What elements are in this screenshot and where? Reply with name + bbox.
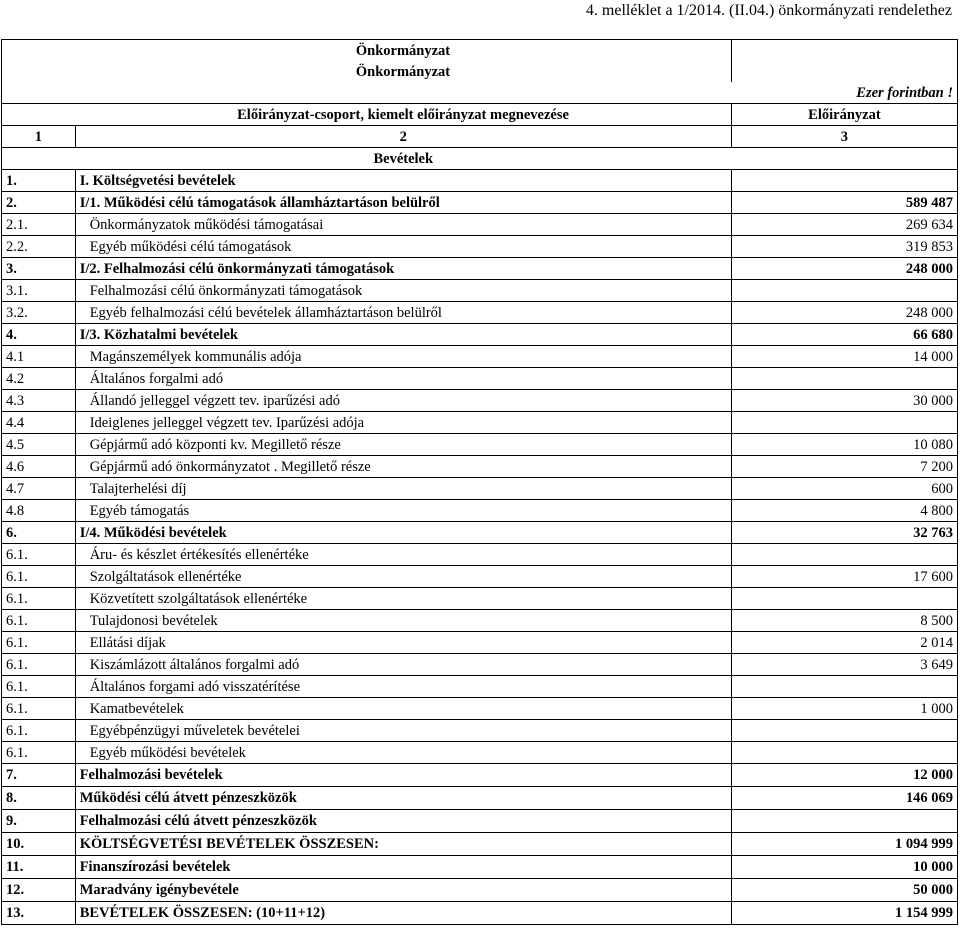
row-value — [731, 676, 957, 698]
row-code: 11. — [2, 856, 76, 879]
row-value: 4 800 — [731, 500, 957, 522]
table-row — [2, 902, 958, 925]
row-name: KÖLTSÉGVETÉSI BEVÉTELEK ÖSSZESEN: — [75, 833, 731, 856]
row-value: 10 000 — [731, 856, 957, 879]
row-name: Egyébpénzügyi műveletek bevételei — [75, 720, 731, 742]
row-value — [731, 544, 957, 566]
row-name: Egyéb működési bevételek — [75, 742, 731, 764]
row-code: 4.1 — [2, 346, 76, 368]
row-value: 1 154 999 — [731, 902, 957, 925]
row-name: Áru- és készlet értékesítés ellenértéke — [75, 544, 731, 566]
table-row — [2, 742, 958, 764]
row-name: Egyéb működési célú támogatások — [75, 236, 731, 258]
row-value — [731, 720, 957, 742]
row-value: 248 000 — [731, 302, 957, 324]
table-row — [2, 258, 958, 280]
row-value: 589 487 — [731, 192, 957, 214]
row-name: Maradvány igénybevétele — [75, 879, 731, 902]
annex-reference: 4. melléklet a 1/2014. (II.04.) önkormányzati rendelethez — [585, 2, 952, 19]
row-code: 3.2. — [2, 302, 76, 324]
row-value: 2 014 — [731, 632, 957, 654]
row-code: 4.7 — [2, 478, 76, 500]
table-row — [2, 610, 958, 632]
row-code: 1. — [2, 170, 76, 192]
row-name: Közvetített szolgáltatások ellenértéke — [75, 588, 731, 610]
table-row — [2, 654, 958, 676]
row-value: 248 000 — [731, 258, 957, 280]
table-row — [2, 566, 958, 588]
row-code: 6.1. — [2, 720, 76, 742]
budget-table — [1, 39, 958, 925]
row-code: 6.1. — [2, 588, 76, 610]
table-row — [2, 412, 958, 434]
row-code: 12. — [2, 879, 76, 902]
table-row — [2, 676, 958, 698]
table-row — [2, 720, 958, 742]
row-name: Gépjármű adó központi kv. Megillető része — [75, 434, 731, 456]
table-row — [2, 368, 958, 390]
row-value: 32 763 — [731, 522, 957, 544]
column-number-2: 2 — [75, 126, 731, 148]
row-code: 13. — [2, 902, 76, 925]
table-row — [2, 324, 958, 346]
row-name: Felhalmozási célú önkormányzati támogatások — [75, 280, 731, 302]
row-name: Felhalmozási célú átvett pénzeszközök — [75, 810, 731, 833]
row-code: 6.1. — [2, 676, 76, 698]
table-row — [2, 346, 958, 368]
table-row — [2, 588, 958, 610]
row-code: 6.1. — [2, 742, 76, 764]
row-name: Finanszírozási bevételek — [75, 856, 731, 879]
row-code: 7. — [2, 764, 76, 787]
row-code: 4. — [2, 324, 76, 346]
row-value — [731, 742, 957, 764]
row-code: 9. — [2, 810, 76, 833]
row-code: 4.4 — [2, 412, 76, 434]
row-name: Általános forgalmi adó — [75, 368, 731, 390]
row-value: 50 000 — [731, 879, 957, 902]
table-row — [2, 856, 958, 879]
table-row — [2, 879, 958, 902]
table-row — [2, 170, 958, 192]
row-code: 2.1. — [2, 214, 76, 236]
row-name: Talajterhelési díj — [75, 478, 731, 500]
table-row — [2, 810, 958, 833]
row-name: Magánszemélyek kommunális adója — [75, 346, 731, 368]
table-row — [2, 500, 958, 522]
table-row — [2, 522, 958, 544]
row-value: 30 000 — [731, 390, 957, 412]
column-header-name: Előirányzat-csoport, kiemelt előirányzat megnevezése — [75, 104, 731, 126]
row-value — [731, 588, 957, 610]
table-row — [2, 434, 958, 456]
row-value — [731, 810, 957, 833]
row-code: 8. — [2, 787, 76, 810]
row-value: 12 000 — [731, 764, 957, 787]
row-value: 146 069 — [731, 787, 957, 810]
title-line-2: Önkormányzat — [355, 63, 451, 80]
row-value: 17 600 — [731, 566, 957, 588]
table-row — [2, 698, 958, 720]
row-value: 600 — [731, 478, 957, 500]
row-value: 8 500 — [731, 610, 957, 632]
table-row — [2, 456, 958, 478]
row-value: 7 200 — [731, 456, 957, 478]
row-name: I/4. Működési bevételek — [75, 522, 731, 544]
row-name: Egyéb felhalmozási célú bevételek államháztartáson belülről — [75, 302, 731, 324]
row-value — [731, 170, 957, 192]
row-code: 6.1. — [2, 566, 76, 588]
row-name: Általános forgami adó visszatérítése — [75, 676, 731, 698]
row-name: I. Költségvetési bevételek — [75, 170, 731, 192]
table-row — [2, 280, 958, 302]
row-name: Ideiglenes jelleggel végzett tev. Iparűzési adója — [75, 412, 731, 434]
row-name: BEVÉTELEK ÖSSZESEN: (10+11+12) — [75, 902, 731, 925]
table-row — [2, 787, 958, 810]
row-name: Kamatbevételek — [75, 698, 731, 720]
row-name: Felhalmozási bevételek — [75, 764, 731, 787]
unit-label: Ezer forintban ! — [731, 82, 957, 104]
row-code: 6.1. — [2, 654, 76, 676]
row-value: 3 649 — [731, 654, 957, 676]
row-name: Önkormányzatok működési támogatásai — [75, 214, 731, 236]
table-row — [2, 764, 958, 787]
row-code: 4.3 — [2, 390, 76, 412]
table-row — [2, 390, 958, 412]
table-row — [2, 192, 958, 214]
row-value: 10 080 — [731, 434, 957, 456]
row-value: 14 000 — [731, 346, 957, 368]
row-value — [731, 368, 957, 390]
row-code: 4.6 — [2, 456, 76, 478]
row-value: 269 634 — [731, 214, 957, 236]
row-name: I/1. Működési célú támogatások államháztartáson belülről — [75, 192, 731, 214]
row-name: Állandó jelleggel végzett tev. iparűzési adó — [75, 390, 731, 412]
table-row — [2, 478, 958, 500]
table-row — [2, 236, 958, 258]
row-code: 2.2. — [2, 236, 76, 258]
row-code: 6.1. — [2, 698, 76, 720]
row-code: 10. — [2, 833, 76, 856]
row-name: I/2. Felhalmozási célú önkormányzati támogatások — [75, 258, 731, 280]
row-name: Gépjármű adó önkormányzatot . Megillető része — [75, 456, 731, 478]
table-row — [2, 632, 958, 654]
column-number-1: 1 — [2, 126, 76, 148]
row-name: Szolgáltatások ellenértéke — [75, 566, 731, 588]
row-value — [731, 412, 957, 434]
row-name: Ellátási díjak — [75, 632, 731, 654]
row-value — [731, 280, 957, 302]
row-code: 4.8 — [2, 500, 76, 522]
column-header-value: Előirányzat — [731, 104, 957, 126]
table-row — [2, 302, 958, 324]
column-number-3: 3 — [731, 126, 957, 148]
budget-rows — [2, 170, 958, 925]
title-line-1: Önkormányzat — [75, 40, 731, 62]
row-code: 4.2 — [2, 368, 76, 390]
row-name: Kiszámlázott általános forgalmi adó — [75, 654, 731, 676]
row-name: Egyéb támogatás — [75, 500, 731, 522]
row-code: 2. — [2, 192, 76, 214]
row-value: 1 094 999 — [731, 833, 957, 856]
section-title: Bevételek — [75, 148, 731, 170]
table-row — [2, 833, 958, 856]
row-code: 6. — [2, 522, 76, 544]
row-code: 6.1. — [2, 632, 76, 654]
row-code: 4.5 — [2, 434, 76, 456]
row-code: 3.1. — [2, 280, 76, 302]
table-row — [2, 214, 958, 236]
row-code: 6.1. — [2, 610, 76, 632]
row-code: 3. — [2, 258, 76, 280]
row-code: 6.1. — [2, 544, 76, 566]
row-value: 319 853 — [731, 236, 957, 258]
row-value: 1 000 — [731, 698, 957, 720]
row-name: Tulajdonosi bevételek — [75, 610, 731, 632]
table-row — [2, 544, 958, 566]
row-name: Működési célú átvett pénzeszközök — [75, 787, 731, 810]
row-value: 66 680 — [731, 324, 957, 346]
row-name: I/3. Közhatalmi bevételek — [75, 324, 731, 346]
